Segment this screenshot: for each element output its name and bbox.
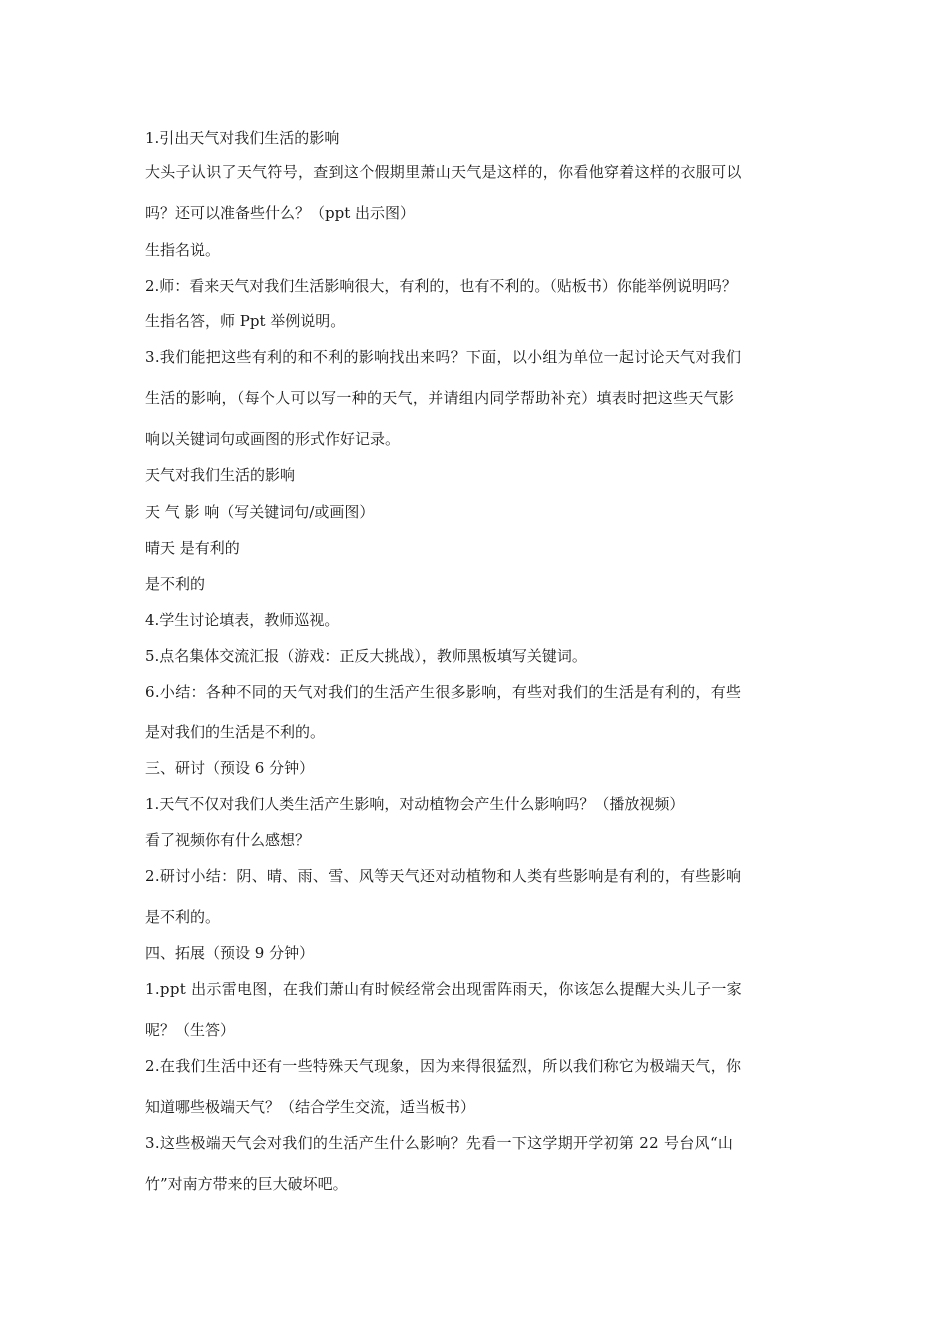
text-line: 2.在我们生活中还有一些特殊天气现象，因为来得很猛烈，所以我们称它为极端天气，你 — [145, 1057, 742, 1075]
text-line: 1.天气不仅对我们人类生活产生影响，对动植物会产生什么影响吗？（播放视频） — [145, 795, 685, 813]
text-line: 是不利的 — [145, 575, 206, 593]
text-line: 竹”对南方带来的巨大破坏吧。 — [145, 1175, 348, 1193]
text-line: 响以关键词句或画图的形式作好记录。 — [145, 430, 401, 448]
text-line: 2.师：看来天气对我们生活影响很大，有利的，也有不利的。（贴板书）你能举例说明吗？ — [145, 277, 737, 295]
text-line: 晴天 是有利的 — [145, 539, 240, 557]
text-line: 1.引出天气对我们生活的影响 — [145, 129, 340, 147]
text-line: 生指名答，师 Ppt 举例说明。 — [145, 312, 346, 330]
text-line: 生活的影响，（每个人可以写一种的天气，并请组内同学帮助补充）填表时把这些天气影 — [145, 389, 735, 407]
text-line: 看了视频你有什么感想？ — [145, 831, 311, 849]
text-line: 知道哪些极端天气？（结合学生交流，适当板书） — [145, 1098, 476, 1116]
text-line: 5.点名集体交流汇报（游戏：正反大挑战），教师黑板填写关键词。 — [145, 647, 587, 665]
text-line: 是不利的。 — [145, 908, 221, 926]
text-line: 2.研讨小结：阴、晴、雨、雪、风等天气还对动植物和人类有些影响是有利的，有些影响 — [145, 867, 742, 885]
text-line: 6.小结：各种不同的天气对我们的生活产生很多影响，有些对我们的生活是有利的，有些 — [145, 683, 742, 701]
text-line: 1.ppt 出示雷电图，在我们萧山有时候经常会出现雷阵雨天，你该怎么提醒大头儿子一家 — [145, 980, 742, 998]
text-line: 吗？还可以准备些什么？（ppt 出示图） — [145, 204, 416, 222]
text-line: 4.学生讨论填表，教师巡视。 — [145, 611, 340, 629]
text-line: 3.这些极端天气会对我们的生活产生什么影响？先看一下这学期开学初第 22 号台风“山 — [145, 1134, 734, 1152]
text-line: 呢？（生答） — [145, 1021, 236, 1039]
text-line: 三、研讨（预设 6 分钟） — [145, 759, 315, 777]
text-line: 是对我们的生活是不利的。 — [145, 723, 326, 741]
text-line: 大头子认识了天气符号，查到这个假期里萧山天气是这样的，你看他穿着这样的衣服可以 — [145, 163, 742, 181]
text-line: 天气对我们生活的影响 — [145, 466, 296, 484]
text-line: 天 气 影 响（写关键词句/或画图） — [145, 503, 375, 521]
text-line: 生指名说。 — [145, 241, 221, 259]
text-line: 3.我们能把这些有利的和不利的影响找出来吗？下面，以小组为单位一起讨论天气对我们 — [145, 348, 742, 366]
text-line: 四、拓展（预设 9 分钟） — [145, 944, 315, 962]
